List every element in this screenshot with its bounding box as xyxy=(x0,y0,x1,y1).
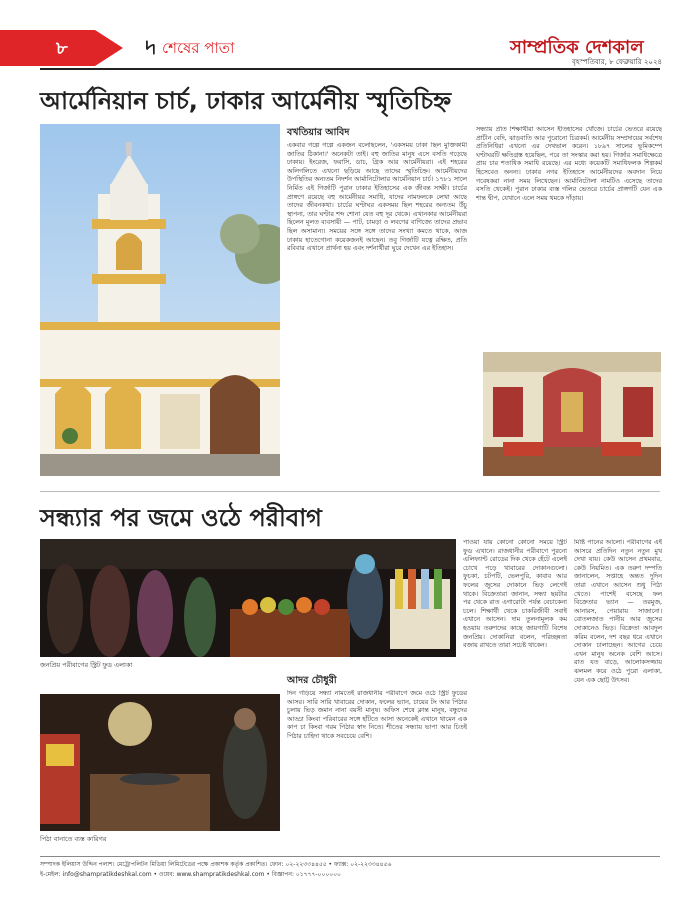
issue-date: বৃহস্পতিবার, ৮ ফেব্রুয়ারি ২০২৪ xyxy=(572,58,663,66)
article2-byline: আদর চৌধুরী xyxy=(287,675,337,686)
footer-imprint: সম্পাদক ইলিয়াস উদ্দিন পলাশ। মেট্রোপলিটন মিডিয়া লিমিটেডের পক্ষে প্রকাশক কর্তৃক প্রকাশিত। ফোন: ০২-২২৩৩৪৪৫৫ • ফ্যাক্স: ০২-২২৩৩৪৪৫৬ xyxy=(40,861,392,868)
masthead-logo: সাম্প্রতিক দেশকাল xyxy=(510,37,644,58)
page-number-badge-arrow xyxy=(95,30,123,66)
article1-column2: সন্ধ্যায় প্রতি শিক্ষার্থীরা আসেন ইতিহাসের খোঁজে। চার্চের ভেতরে রয়েছে প্রাচীন বেদি, ঝাড়বাতি আর পুরোনো চিত্রকর্ম। আর্মেনীয় সম্প্রদায়ের সর্বশেষ প্রতিনিধিরা এখনো এর দেখভাল করেন। ১৮৯৭ সালের ভূমিকম্পে ঘণ্টাঘরটি ক্ষতিগ্রস্ত হয়েছিল, পরে তা সংস্কার করা হয়। গির্জার সমাধিক্ষেত্রে প্রায় চার শতাধিক সমাধি রয়েছে। এর মধ্যে কয়েকটি সমাধিফলক শিল্পকর্ম হিসেবেও অনন্য। ঢাকার নগর ইতিহাসে আর্মেনীয়দের অবদান নিয়ে গবেষকরা নানা সময় লিখেছেন। আর্মানিটোলা নামটিও এসেছে তাদের বসতি থেকেই। পুরান ঢাকার ব্যস্ত গলির ভেতরে চার্চের প্রাঙ্গণটি যেন এক শান্ত দ্বীপ, যেখানে এলে সময় থমকে দাঁড়ায়। xyxy=(476,126,662,202)
article2-column1: দিন গড়িয়ে সন্ধ্যা নামতেই রাজধানীর পরীবাগে জমে ওঠে স্ট্রিট ফুডের আসর। সারি সারি খাবারের দোকান, ফলের ভ্যান, চায়ের টং আর পিঠার চুলায় ভিড় জমান নানা বয়সী মানুষ। অফিস শেষে ক্লান্ত মানুষ, বন্ধুদের আড্ডা কিংবা পরিবারের সঙ্গে হাঁটতে আসা অনেকেই এখানে থামেন এক কাপ চা কিংবা গরম পিঠার স্বাদ নিতে। শীতের সন্ধ্যায় ভাপা আর চিতই পিঠার চাহিদা থাকে সবচেয়ে বেশি। xyxy=(287,690,467,740)
section-name: শেষের পাতা xyxy=(162,39,235,57)
section-divider xyxy=(40,491,660,492)
header-rule xyxy=(40,68,660,70)
article1-headline: আর্মেনিয়ান চার্চ, ঢাকার আর্মেনীয় স্মৃতিচিহ্ন xyxy=(40,87,452,115)
street-food-photo xyxy=(40,539,456,657)
footer-rule xyxy=(40,856,660,857)
article2-headline: সন্ধ্যার পর জমে ওঠে পরীবাগ xyxy=(40,504,322,532)
photo2-caption: পিঠা বানাতে ব্যস্ত কারিগর xyxy=(40,835,107,843)
section-mark: ৸ xyxy=(145,35,156,59)
article1-column1: একবার গল্পে গল্পে একজন বলেছিলেন, 'একসময় ঢাকা ছিল মুক্তিকামী জাতির ঠিকানা।' অনেকটা তাই। বহু জাতির মানুষ এসে বসতি গড়েছে ঢাকায়। ইংরেজ, ফরাসি, ডাচ, গ্রিক আর আর্মেনীয়রা। এই শহরের অলিগলিতে এখনো ছড়িয়ে আছে তাদের স্মৃতিচিহ্ন। আর্মেনীয়দের উপস্থিতির অন্যতম নিদর্শন আর্মানিটোলার আর্মেনিয়ান চার্চ। ১৭৮১ সালে নির্মিত এই গির্জাটি পুরান ঢাকার ইতিহাসের এক জীবন্ত সাক্ষী। চার্চের প্রাঙ্গণে রয়েছে বহু আর্মেনীয়র সমাধি, যাদের নামফলকে লেখা আছে তাদের জীবনকথা। চার্চের ঘণ্টাঘর একসময় ছিল শহরের অন্যতম উঁচু স্থাপনা, তার ঘণ্টার শব্দ শোনা যেত বহু দূর থেকে। এখানকার আর্মেনীয়রা ছিলেন মূলত ব্যবসায়ী — পাট, চামড়া ও লবণের বাণিজ্যে তাদের প্রভাব ছিল অসামান্য। সময়ের সঙ্গে সঙ্গে তাদের সংখ্যা কমতে থাকে, আজ ঢাকায় হাতেগোনা কয়েকজনই আছেন। তবু গির্জাটি যত্নে রক্ষিত, প্রতি রবিবার এখানে প্রার্থনা হয় এবং দর্শনার্থীরা ঘুরে দেখেন এর ইতিহাস। xyxy=(287,142,467,253)
church-interior-photo xyxy=(483,352,661,476)
article2-column2: পাওয়া যায় কোনো কোনো সময়ে স্ট্রিট ফুড এখানে। রাজধানীর পরীবাগে পুরনো এলিফ্যান্ট রোডের দিক থেকে হেঁটে এলেই চোখে পড়ে খাবারের দোকানগুলো। ফুচকা, চটপটি, ভেলপুরি, কাবাব আর ফলের জুসের দোকানে ভিড় লেগেই থাকে। বিক্রেতারা জানান, সন্ধ্যা ছয়টার পর থেকে রাত এগারোটা পর্যন্ত বেচাকেনা চলে। শিক্ষার্থী থেকে চাকরিজীবী সবাই এখানে আসেন। দাম তুলনামূলক কম হওয়ায় তরুণদের কাছে জায়গাটি বিশেষ জনপ্রিয়। দোকানিরা বলেন, পরিচ্ছন্নতা বজায় রাখতে তারা সচেষ্ট থাকেন। xyxy=(463,539,567,650)
footer-contact: ই-মেইল: info@shampratikdeshkal.com • ওয়েব: www.shampratikdeshkal.com • বিজ্ঞাপন: ০১৭৭৭-০০০০০০ xyxy=(40,871,341,878)
article1-byline: বখতিয়ার আবিদ xyxy=(287,127,350,138)
pitha-stall-photo xyxy=(40,694,280,831)
article2-column3: মিষ্টি পানের আলো। পরীবাগের এই আসরে প্রতিদিন নতুন নতুন মুখ দেখা যায়। কেউ আসেন প্রথমবার, কেউ নিয়মিত। এক তরুণ দম্পতি জানালেন, সপ্তাহে অন্তত দুদিন তারা এখানে আসেন শুধু পিঠা খেতে। পাশেই বসেছে ফল বিক্রেতার ভ্যান — তরমুজ, আনারস, পেয়ারায় সাজানো। বোতলজাত পানীয় আর জুসের দোকানেও ভিড়। বিক্রেতা আবদুল করিম বলেন, দশ বছর ধরে এখানে দোকান চালাচ্ছেন। আগের চেয়ে এখন মানুষ অনেক বেশি আসে। রাত যত বাড়ে, আলোকসজ্জায় ঝলমল করে ওঠে পুরো এলাকা, যেন এক ছোট্ট উৎসব। xyxy=(574,539,662,684)
page-number: ৮ xyxy=(56,38,68,59)
church-photo xyxy=(40,124,280,476)
photo1-caption: জনপ্রিয় পরীবাগের স্ট্রিট ফুড এলাকা xyxy=(40,661,133,669)
page-number-badge xyxy=(0,30,95,66)
